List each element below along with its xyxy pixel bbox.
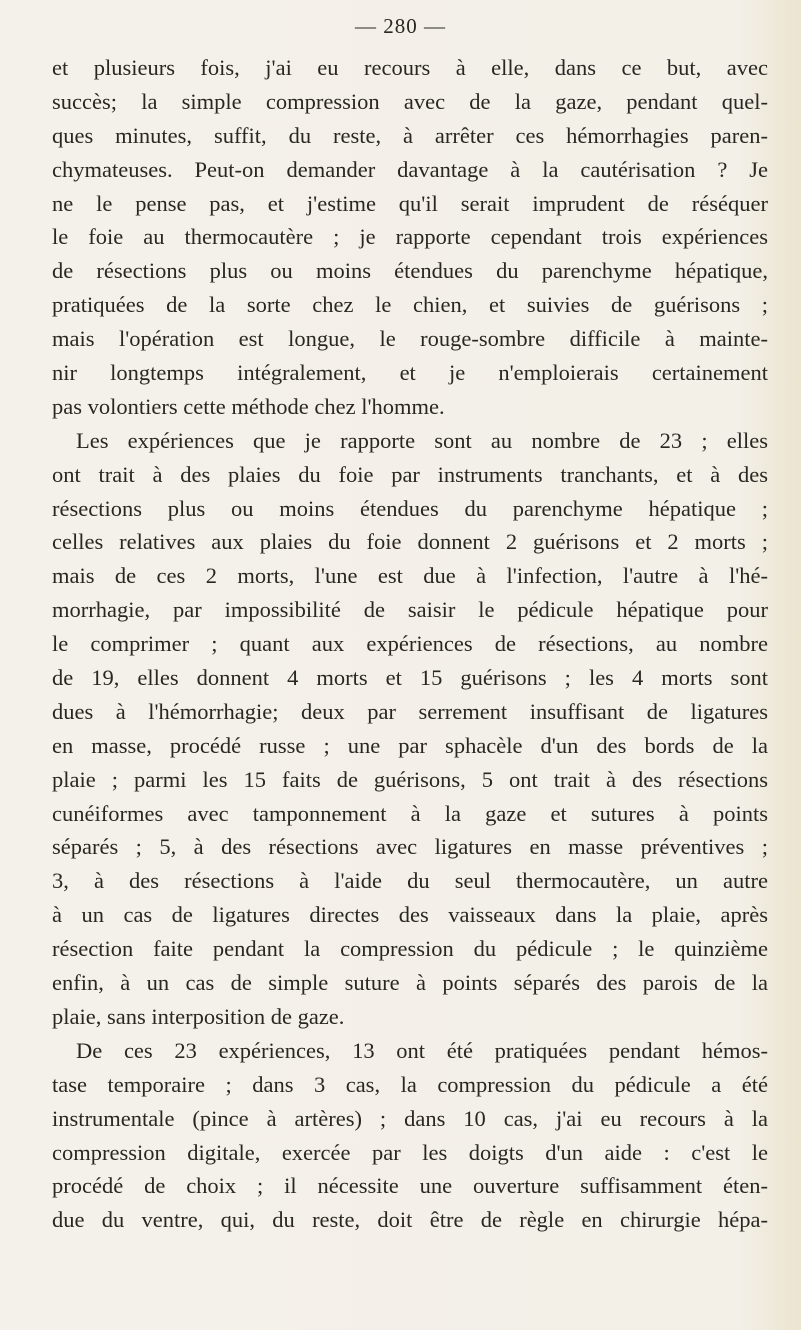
text-line: de résections plus ou moins étendues du parenchyme hépatique, <box>52 258 768 284</box>
text-line: tase temporaire ; dans 3 cas, la compression du pédicule a été <box>52 1071 768 1097</box>
text-line: due du ventre, qui, du reste, doit être de règle en chirurgie hépa- <box>52 1207 768 1233</box>
text-line: celles relatives aux plaies du foie donnent 2 guérisons et 2 morts ; <box>52 529 768 555</box>
text-line: morrhagie, par impossibilité de saisir le pédicule hépatique pour <box>52 597 768 623</box>
text-line: De ces 23 expériences, 13 ont été pratiquées pendant hémos- <box>76 1037 768 1063</box>
text-line: 3, à des résections à l'aide du seul thermocautère, un autre <box>52 868 768 894</box>
page-number: — 280 — <box>355 14 446 38</box>
text-line: plaie, sans interposition de gaze. <box>52 1003 345 1029</box>
text-line: succès; la simple compression avec de la gaze, pendant quel- <box>52 88 768 114</box>
text-line: à un cas de ligatures directes des vaisseaux dans la plaie, après <box>52 902 768 928</box>
text-line: mais l'opération est longue, le rouge-sombre difficile à mainte- <box>52 326 768 352</box>
text-line: et plusieurs fois, j'ai eu recours à elle, dans ce but, avec <box>52 55 768 80</box>
text-line: pratiquées de la sorte chez le chien, et suivies de guérisons ; <box>52 292 768 318</box>
text-line: procédé de choix ; il nécessite une ouverture suffisamment éten- <box>52 1173 768 1199</box>
text-line: pas volontiers cette méthode chez l'homme. <box>52 393 445 419</box>
text-line: dues à l'hémorrhagie; deux par serrement insuffisant de ligatures <box>52 698 768 724</box>
text-line: compression digitale, exercée par les doigts d'un aide : c'est le <box>52 1139 768 1165</box>
text-line: ques minutes, suffit, du reste, à arrêter ces hémorrhagies paren- <box>52 122 768 148</box>
text-line: cunéiformes avec tamponnement à la gaze et sutures à points <box>52 800 768 826</box>
page-body <box>52 51 768 1237</box>
text-line: plaie ; parmi les 15 faits de guérisons, 5 ont trait à des résections <box>52 766 768 792</box>
text-line: de 19, elles donnent 4 morts et 15 guérisons ; les 4 morts sont <box>52 665 768 691</box>
text-line: séparés ; 5, à des résections avec ligatures en masse préventives ; <box>52 834 768 860</box>
text-line: enfin, à un cas de simple suture à points séparés des parois de la <box>52 970 768 996</box>
text-line: résection faite pendant la compression du pédicule ; le quinzième <box>52 936 768 962</box>
text-line: instrumentale (pince à artères) ; dans 10 cas, j'ai eu recours à la <box>52 1105 768 1131</box>
text-line: Les expériences que je rapporte sont au nombre de 23 ; elles <box>76 427 768 453</box>
text-line: nir longtemps intégralement, et je n'emploierais certainement <box>52 360 768 386</box>
text-line: ont trait à des plaies du foie par instruments tranchants, et à des <box>52 461 768 487</box>
text-line: ne le pense pas, et j'estime qu'il serait imprudent de réséquer <box>52 190 768 216</box>
text-line: le foie au thermocautère ; je rapporte cependant trois expériences <box>52 224 768 250</box>
text-line: chymateuses. Peut-on demander davantage à la cautérisation ? Je <box>52 156 768 182</box>
text-line: en masse, procédé russe ; une par sphacèle d'un des bords de la <box>52 732 768 758</box>
text-line: résections plus ou moins étendues du parenchyme hépatique ; <box>52 495 768 521</box>
text-line: mais de ces 2 morts, l'une est due à l'infection, l'autre à l'hé- <box>52 563 768 589</box>
text-line: le comprimer ; quant aux expériences de résections, au nombre <box>52 631 768 657</box>
